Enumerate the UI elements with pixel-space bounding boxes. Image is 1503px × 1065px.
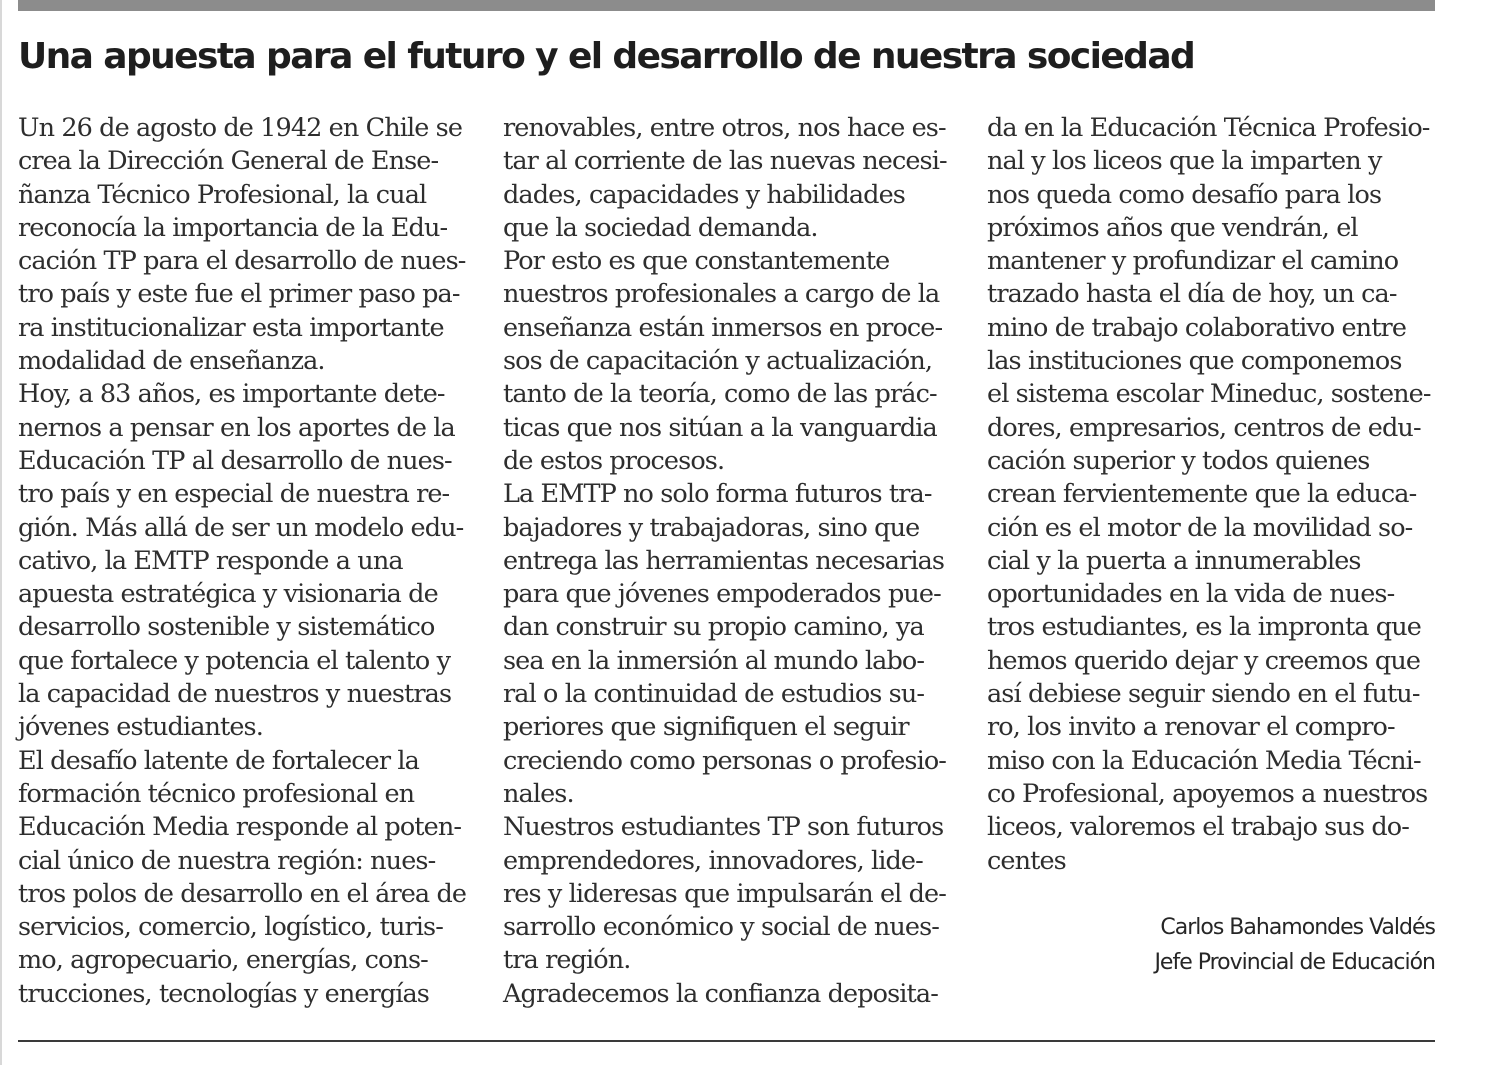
text-line: ñanza Técnico Profesional, la cual	[18, 179, 427, 210]
text-line: desarrollo sostenible y sistemático	[18, 612, 435, 643]
text-line: mino de trabajo colaborativo entre	[987, 312, 1407, 343]
text-line: creciendo como personas o profesio-	[503, 745, 946, 776]
text-line: tros polos de desarrollo en el área de	[18, 878, 467, 909]
text-line: renovables, entre otros, nos hace es-	[503, 113, 946, 143]
top-divider-bar	[18, 0, 1435, 11]
text-line: Educación TP al desarrollo de nues-	[18, 445, 452, 476]
text-line: Un 26 de agosto de 1942 en Chile se	[18, 113, 463, 143]
text-line: hemos querido dejar y creemos que	[987, 645, 1421, 676]
author-role: Jefe Provincial de Educación	[1154, 950, 1435, 975]
text-line: Nuestros estudiantes TP son futuros	[503, 812, 944, 843]
text-line: cial único de nuestra región: nues-	[18, 845, 436, 876]
text-line: da en la Educación Técnica Profesio-	[987, 113, 1430, 143]
text-line: servicios, comercio, logístico, turis-	[18, 912, 443, 943]
text-line: co Profesional, apoyemos a nuestros	[987, 778, 1428, 809]
text-line: mantener y profundizar el camino	[987, 246, 1399, 277]
text-line: oportunidades en la vida de nues-	[987, 579, 1395, 610]
article-column-3	[987, 112, 1447, 878]
text-line: tanto de la teoría, como de las prác-	[503, 379, 937, 410]
text-line: la capacidad de nuestros y nuestras	[18, 679, 452, 710]
article-column-1	[18, 112, 478, 1011]
text-line: liceos, valoremos el trabajo sus do-	[987, 812, 1409, 843]
text-line: de estos procesos.	[503, 445, 725, 476]
text-line: apuesta estratégica y visionaria de	[18, 579, 438, 610]
text-line: crean fervientemente que la educa-	[987, 479, 1417, 510]
text-line: Agradecemos la confianza deposita-	[503, 978, 938, 1009]
text-line: las instituciones que componemos	[987, 346, 1402, 377]
text-line: periores que signifiquen el seguir	[503, 712, 909, 743]
text-line: tros estudiantes, es la impronta que	[987, 612, 1421, 643]
text-line: nos queda como desafío para los	[987, 179, 1382, 210]
text-line: gión. Más allá de ser un modelo edu-	[18, 512, 464, 543]
text-line: nal y los liceos que la imparten y	[987, 146, 1382, 177]
text-line: miso con la Educación Media Técni-	[987, 745, 1421, 776]
text-line: sea en la inmersión al mundo labo-	[503, 645, 925, 676]
text-line: Educación Media responde al poten-	[18, 812, 462, 843]
text-line: formación técnico profesional en	[18, 778, 415, 809]
text-line: trazado hasta el día de hoy, un ca-	[987, 279, 1397, 310]
text-line: ral o la continuidad de estudios su-	[503, 679, 925, 710]
author-signature	[1154, 910, 1435, 980]
text-line: tro país y este fue el primer paso pa-	[18, 279, 460, 310]
text-line: tar al corriente de las nuevas necesi-	[503, 146, 947, 177]
text-line: jóvenes estudiantes.	[18, 712, 263, 743]
text-line: reconocía la importancia de la Edu-	[18, 212, 448, 243]
text-line: modalidad de enseñanza.	[18, 346, 325, 377]
article-headline: Una apuesta para el futuro y el desarrollo de nuestra sociedad	[18, 36, 1195, 77]
text-line: entrega las herramientas necesarias	[503, 545, 945, 576]
text-line: emprendedores, innovadores, lide-	[503, 845, 923, 876]
text-line: ción es el motor de la movilidad so-	[987, 512, 1413, 543]
text-line: bajadores y trabajadoras, sino que	[503, 512, 920, 543]
article-column-2	[503, 112, 963, 1011]
text-line: sos de capacitación y actualización,	[503, 346, 933, 377]
text-line: para que jóvenes empoderados pue-	[503, 579, 941, 610]
text-line: ticas que nos sitúan a la vanguardia	[503, 412, 937, 443]
text-line: cación superior y todos quienes	[987, 445, 1370, 476]
text-line: cación TP para el desarrollo de nues-	[18, 246, 466, 277]
text-line: próximos años que vendrán, el	[987, 212, 1358, 243]
text-line: nales.	[503, 778, 574, 809]
author-name: Carlos Bahamondes Valdés	[1160, 915, 1435, 940]
text-line: tro país y en especial de nuestra re-	[18, 479, 450, 510]
text-line: trucciones, tecnologías y energías	[18, 978, 429, 1009]
text-line: cativo, la EMTP responde a una	[18, 545, 403, 576]
page-left-edge	[0, 0, 2, 1065]
text-line: enseñanza están inmersos en proce-	[503, 312, 943, 343]
text-line: ro, los invito a renovar el compro-	[987, 712, 1395, 743]
text-line: crea la Dirección General de Ense-	[18, 146, 439, 177]
text-line: dan construir su propio camino, ya	[503, 612, 924, 643]
text-line: así debiese seguir siendo en el futu-	[987, 679, 1420, 710]
text-line: res y lideresas que impulsarán el de-	[503, 878, 946, 909]
text-line: dores, empresarios, centros de edu-	[987, 412, 1421, 443]
text-line: sarrollo económico y social de nues-	[503, 912, 939, 943]
text-line: que la sociedad demanda.	[503, 212, 818, 243]
bottom-divider-rule	[18, 1040, 1435, 1042]
text-line: nernos a pensar en los aportes de la	[18, 412, 455, 443]
text-line: centes	[987, 845, 1066, 876]
text-line: dades, capacidades y habilidades	[503, 179, 905, 210]
text-line: nuestros profesionales a cargo de la	[503, 279, 940, 310]
text-line: Por esto es que constantemente	[503, 246, 890, 277]
text-line: el sistema escolar Mineduc, sostene-	[987, 379, 1431, 410]
text-line: El desafío latente de fortalecer la	[18, 745, 419, 776]
text-line: que fortalece y potencia el talento y	[18, 645, 451, 676]
text-line: ra institucionalizar esta importante	[18, 312, 444, 343]
text-line: cial y la puerta a innumerables	[987, 545, 1361, 576]
text-line: La EMTP no solo forma futuros tra-	[503, 479, 932, 510]
text-line: mo, agropecuario, energías, cons-	[18, 945, 428, 976]
text-line: tra región.	[503, 945, 631, 976]
text-line: Hoy, a 83 años, es importante dete-	[18, 379, 445, 410]
